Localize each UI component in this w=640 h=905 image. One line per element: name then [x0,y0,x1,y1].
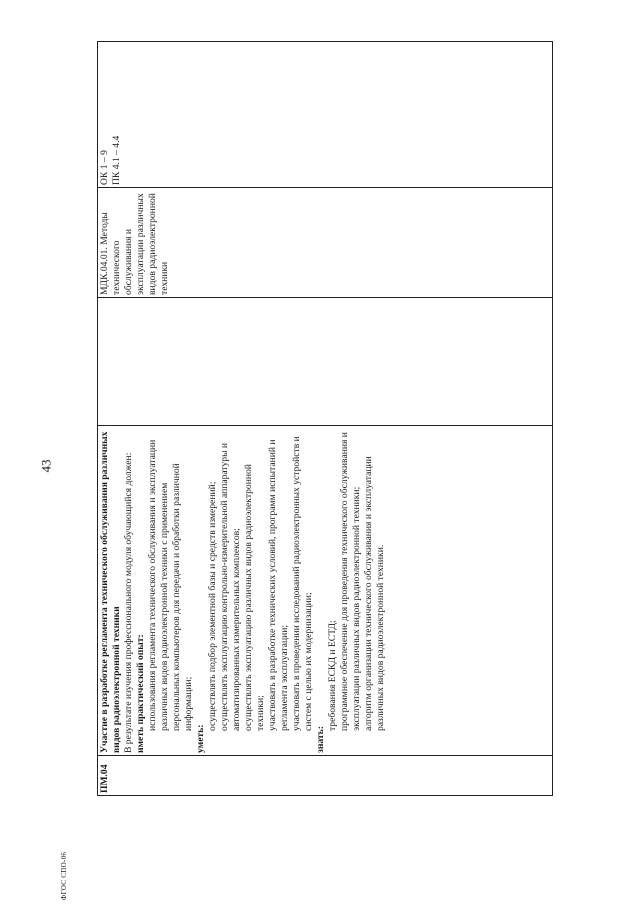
knowledge-item: программное обеспечение для проведения технического обслуживания и эксплуатации различных видов радиоэлектронной техники; [339,432,362,731]
skill-item: осуществлять эксплуатацию контрольно-измерительной аппаратуры и автоматизированных измерительных комплексов; [219,442,242,731]
page-number: 43 [38,459,54,473]
mdk-cell: МДК.04.01. Методы технического обслуживания и эксплуатации различных видов радиоэлектронной техники [98,188,553,298]
module-code: ПМ.04 [98,756,553,796]
skills-heading: уметь: [195,724,206,753]
knowledge-heading: знать: [315,726,326,753]
practice-heading: иметь практический опыт: [135,634,146,753]
skill-item: участвовать в разработке технических условий, программ испытаний и регламента эксплуатации; [267,439,290,731]
footer-code: ФГОС СПО-06 [60,851,69,901]
skill-item: осуществлять эксплуатацию различных видов радиоэлектронной техники; [243,464,266,731]
skill-item: осуществлять подбор элементной базы и средств измерений; [207,481,218,731]
skill-item: участвовать в проведении исследований радиоэлектронных устройств и систем с целью их модернизации; [291,436,314,731]
competency-table [97,41,553,796]
hours-cell [98,298,553,426]
competency-ok: ОК 1 – 9 [99,150,110,185]
module-intro: В результате изучения профессионального модуля обучающийся должен: [123,452,134,753]
module-description [98,426,553,756]
competency-table-rotated [97,42,553,796]
competency-pk: ПК 4.1 – 4.4 [111,135,122,185]
module-title: Участие в разработке регламента технического обслуживания различных видов радиоэлектронной техники [99,431,122,753]
knowledge-item: требования ЕСКД и ЕСТД; [327,620,338,731]
practice-item: использования регламента технического обслуживания и эксплуатации различных видов радиоэлектронной техники с применением персональных компьютеров для передачи и обработки различной информации; [147,439,194,731]
knowledge-item: алгоритм организации технического обслуживания и эксплуатации различных видов радиоэлектронной техники. [363,456,386,731]
competencies-cell [98,42,553,188]
table-row [98,42,553,796]
